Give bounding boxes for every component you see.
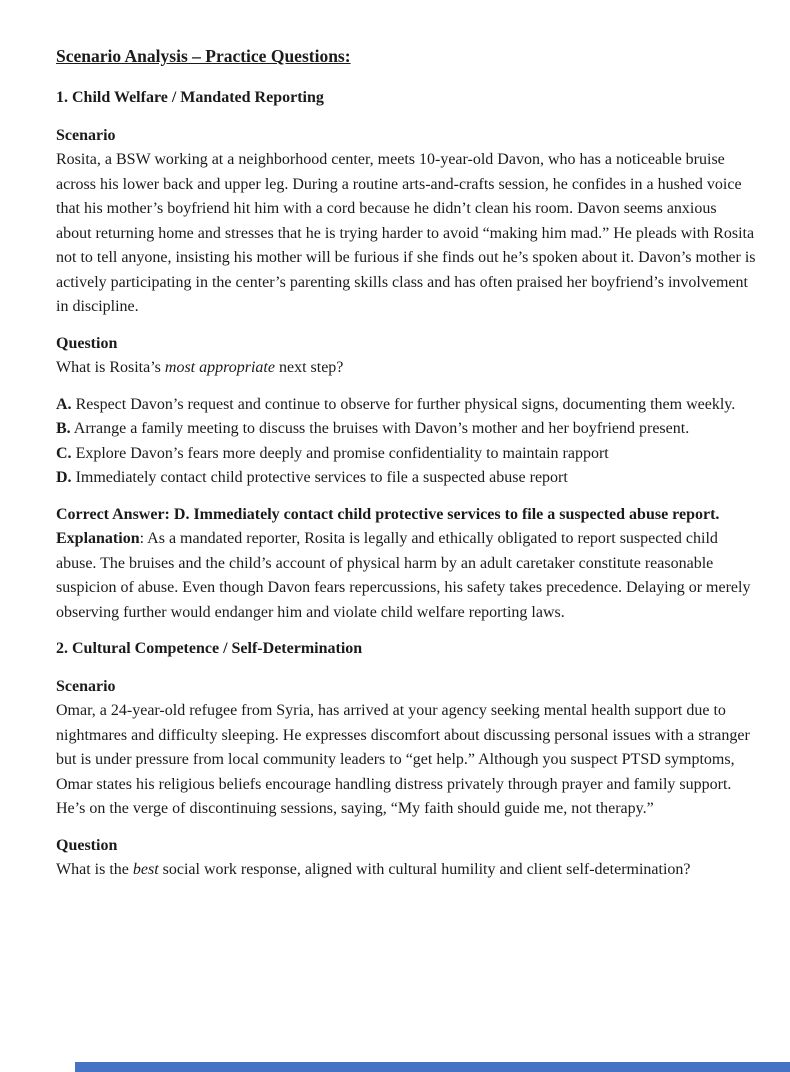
section-2-question [56,834,756,883]
section-1-heading: 1. Child Welfare / Mandated Reporting [56,89,324,106]
question-emphasis: best [132,861,159,878]
correct-answer: Correct Answer: D. Immediately contact child protective services to file a suspected abuse report. [56,505,720,523]
option-c-text: Explore Davon’s fears more deeply and promise confidentiality to maintain rapport [71,444,609,462]
explanation-label: Explanation [56,530,140,547]
document-content [56,44,756,883]
section-2-heading: 2. Cultural Competence / Self-Determination [56,640,363,657]
question-label: Question [56,334,118,352]
scenario-label: Scenario [56,126,116,144]
option-d-text: Immediately contact child protective services to file a suspected abuse report [71,469,568,486]
question-text: What is the best social work response, aligned with cultural humility and client self-determination? [56,861,691,878]
explanation [56,527,756,625]
section-1-answer [56,503,756,626]
question-emphasis: most appropriate [164,359,275,376]
explanation-text: : As a mandated reporter, Rosita is legally and ethically obligated to report suspected child abuse. The bruises and the child’s account of physical harm by an adult caretaker constitute reasonable suspicion of abuse. Even though Davon fears repercussions, his safety takes precedence. Delaying or merely observing further would endanger him and violate child welfare reporting laws. [56,530,751,621]
question-label: Question [56,836,118,854]
scenario-text: Omar, a 24-year-old refugee from Syria, has arrived at your agency seeking mental health support due to nightmares and difficulty sleeping. He expresses discomfort about discussing personal issues with a stranger but is under pressure from local community leaders to “get help.” Although you suspect PTSD symptoms, Omar states his religious beliefs encourage handling distress privately through prayer and family support. He’s on the verge of discontinuing sessions, saying, “My faith should guide me, not therapy.” [56,702,750,817]
section-1-scenario [56,124,756,320]
section-1-options [56,393,756,491]
scenario-text: Rosita, a BSW working at a neighborhood center, meets 10-year-old Davon, who has a noticeable bruise across his lower back and upper leg. During a routine arts-and-crafts session, he confides in a hushed voice that his mother’s boyfriend hit him with a cord because he didn’t clean his room. Davon seems anxious about returning home and stresses that he is trying harder to avoid “making him mad.” He pleads with Rosita not to tell anyone, insisting his mother will be furious if she finds out he’s spoken about it. Davon’s mother is actively participating in the center’s parenting skills class and has often praised her boyfriend’s involvement in discipline. [56,151,756,315]
question-text: What is Rosita’s most appropriate next step? [56,359,344,376]
option-a [56,393,756,418]
option-b-label: B. [56,420,71,437]
option-c-label: C. [56,444,72,462]
option-c [56,442,756,467]
option-a-label: A. [56,395,72,413]
option-d [56,466,756,491]
section-2-scenario [56,675,756,822]
scenario-label: Scenario [56,677,116,695]
section-1-question [56,332,756,381]
option-b [56,417,756,442]
option-d-label: D. [56,469,72,486]
bottom-blue-bar [75,1062,790,1072]
page-title: Scenario Analysis – Practice Questions: [56,46,351,66]
option-b-text: Arrange a family meeting to discuss the bruises with Davon’s mother and her boyfriend present. [70,420,690,437]
option-a-text: Respect Davon’s request and continue to observe for further physical signs, documenting them weekly. [71,395,736,413]
